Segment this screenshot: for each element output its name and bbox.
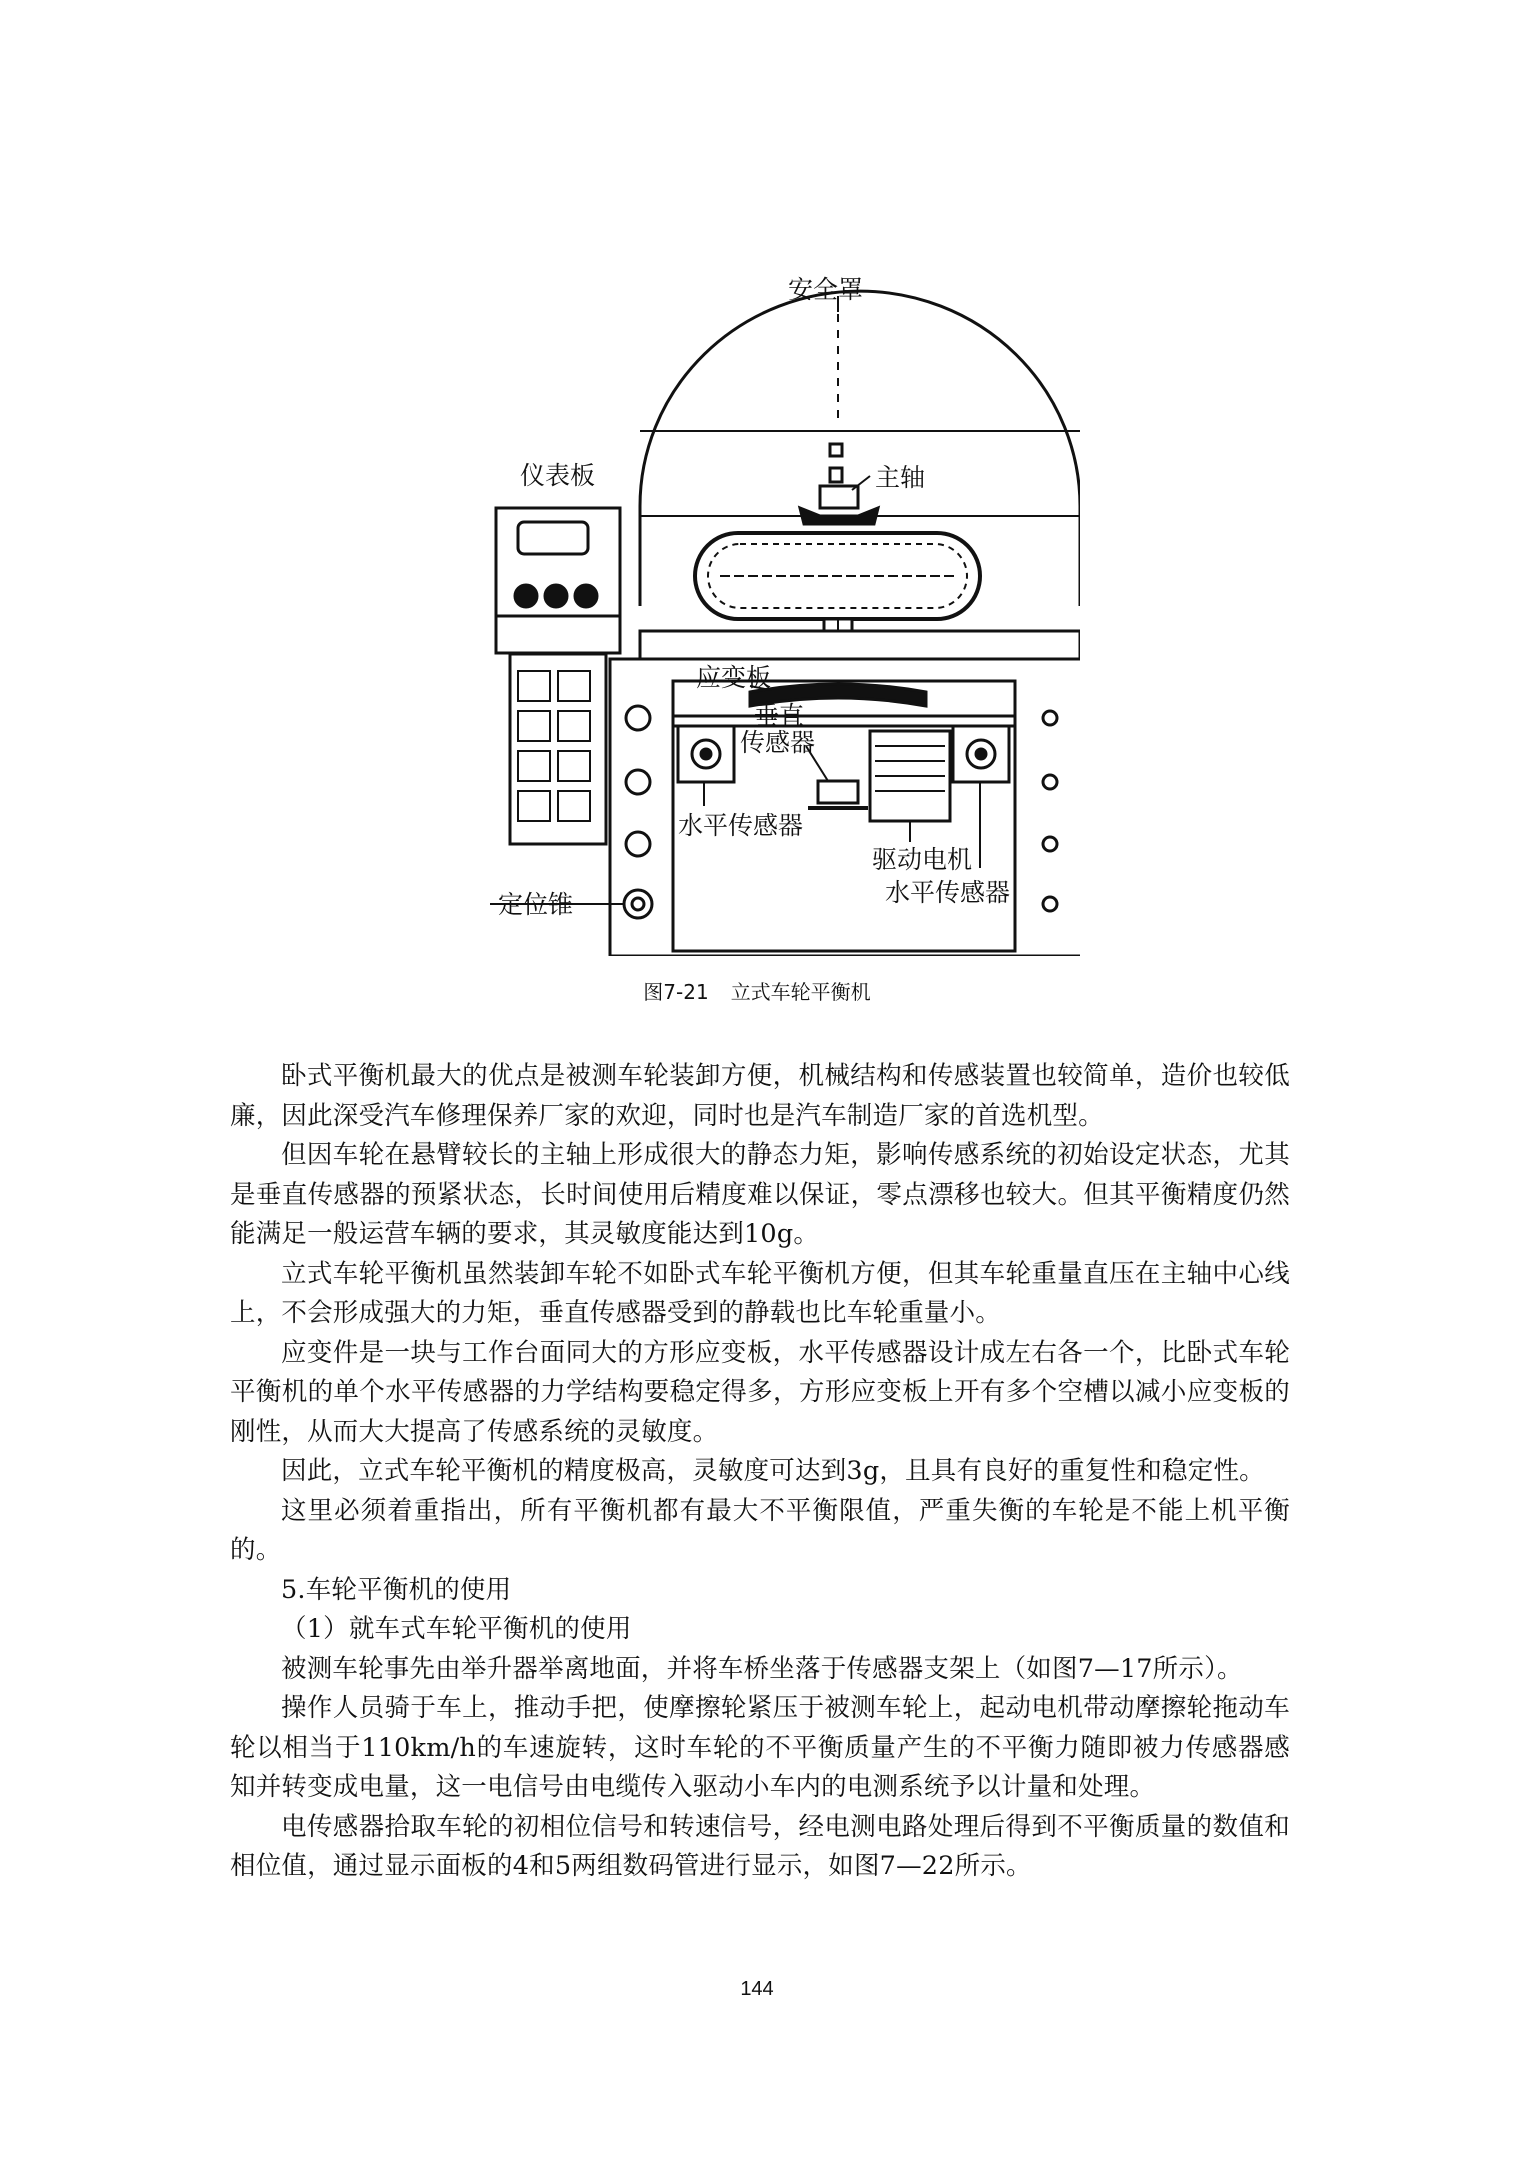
paragraph: 卧式平衡机最大的优点是被测车轮装卸方便，机械结构和传感装置也较简单，造价也较低廉，因此深受汽车修理保养厂家的欢迎，同时也是汽车制造厂家的首选机型。 bbox=[230, 1061, 1290, 1131]
paragraph: 因此，立式车轮平衡机的精度极高，灵敏度可达到3g，且具有良好的重复性和稳定性。 bbox=[281, 1456, 1265, 1486]
vertical-sensor bbox=[818, 781, 858, 803]
label-strain-plate: 应变板 bbox=[696, 663, 772, 692]
paragraph: 电传感器拾取车轮的初相位信号和转速信号，经电测电路处理后得到不平衡质量的数值和相位值，通过显示面板的4和5两组数码管进行显示，如图7—22所示。 bbox=[230, 1811, 1290, 1881]
label-vertical-sensor-1: 垂直 bbox=[754, 701, 805, 730]
shaft-hub bbox=[800, 508, 878, 524]
paragraph: 但因车轮在悬臂较长的主轴上形成很大的静态力矩，影响传感系统的初始设定状态，尤其是垂直传感器的预紧状态，长时间使用后精度难以保证，零点漂移也较大。但其平衡精度仍然能满足一般运营车辆的要求，其灵敏度能达到10g。 bbox=[230, 1140, 1290, 1249]
instrument-panel bbox=[496, 508, 620, 653]
balancer-figure bbox=[490, 276, 1080, 956]
label-drive-motor: 驱动电机 bbox=[872, 845, 973, 874]
shaft-marker bbox=[830, 468, 842, 482]
vertical-wheel-balancer-diagram bbox=[490, 276, 1080, 956]
label-instrument-panel: 仪表板 bbox=[520, 461, 596, 490]
figure-caption bbox=[0, 976, 1514, 1005]
paragraph: 立式车轮平衡机虽然装卸车轮不如卧式车轮平衡机方便，但其车轮重量直压在主轴中心线上，不会形成强大的力矩，垂直传感器受到的静载也比车轮重量小。 bbox=[230, 1258, 1290, 1328]
label-safety-cover: 安全罩 bbox=[788, 276, 864, 304]
caption-number: 图7-21 bbox=[643, 980, 709, 1004]
paragraph: 被测车轮事先由举升器举离地面，并将车桥坐落于传感器支架上（如图7—17所示）。 bbox=[281, 1653, 1243, 1684]
subsection-heading: （1）就车式车轮平衡机的使用 bbox=[281, 1614, 632, 1644]
shaft-marker bbox=[830, 444, 842, 456]
label-horizontal-sensor-left: 水平传感器 bbox=[678, 811, 804, 840]
leader-line bbox=[852, 476, 870, 490]
panel-knob bbox=[545, 585, 567, 607]
sensor-bolt-core bbox=[976, 749, 986, 759]
paragraph: 应变件是一块与工作台面同大的方形应变板，水平传感器设计成左右各一个，比卧式车轮平衡机的单个水平传感器的力学结构要稳定得多，方形应变板上开有多个空槽以减小应变板的刚性，从而大大提高了传感系统的灵敏度。 bbox=[230, 1337, 1290, 1447]
label-main-shaft: 主轴 bbox=[875, 463, 926, 492]
caption-title: 立式车轮平衡机 bbox=[730, 980, 871, 1004]
label-locating-cone: 定位锥 bbox=[498, 890, 574, 919]
label-vertical-sensor-2: 传感器 bbox=[740, 728, 816, 757]
sensor-bolt-core bbox=[701, 749, 711, 759]
body-text bbox=[230, 1057, 1290, 1887]
paragraph: 这里必须着重指出，所有平衡机都有最大不平衡限值，严重失衡的车轮是不能上机平衡的。 bbox=[230, 1495, 1290, 1565]
panel-knob bbox=[515, 585, 537, 607]
base-top-plate bbox=[640, 631, 1080, 659]
section-heading: 5.车轮平衡机的使用 bbox=[281, 1574, 512, 1605]
label-horizontal-sensor-right: 水平传感器 bbox=[885, 878, 1011, 907]
panel-knob bbox=[575, 585, 597, 607]
page-number: 144 bbox=[740, 1978, 774, 2000]
paragraph: 操作人员骑于车上，推动手把，使摩擦轮紧压于被测车轮上，起动电机带动摩擦轮拖动车轮以相当于110km/h的车速旋转，这时车轮的不平衡质量产生的不平衡力随即被力传感器感知并转变成电量，这一电信号由电缆传入驱动小车内的电测系统予以计量和处理。 bbox=[230, 1693, 1290, 1802]
